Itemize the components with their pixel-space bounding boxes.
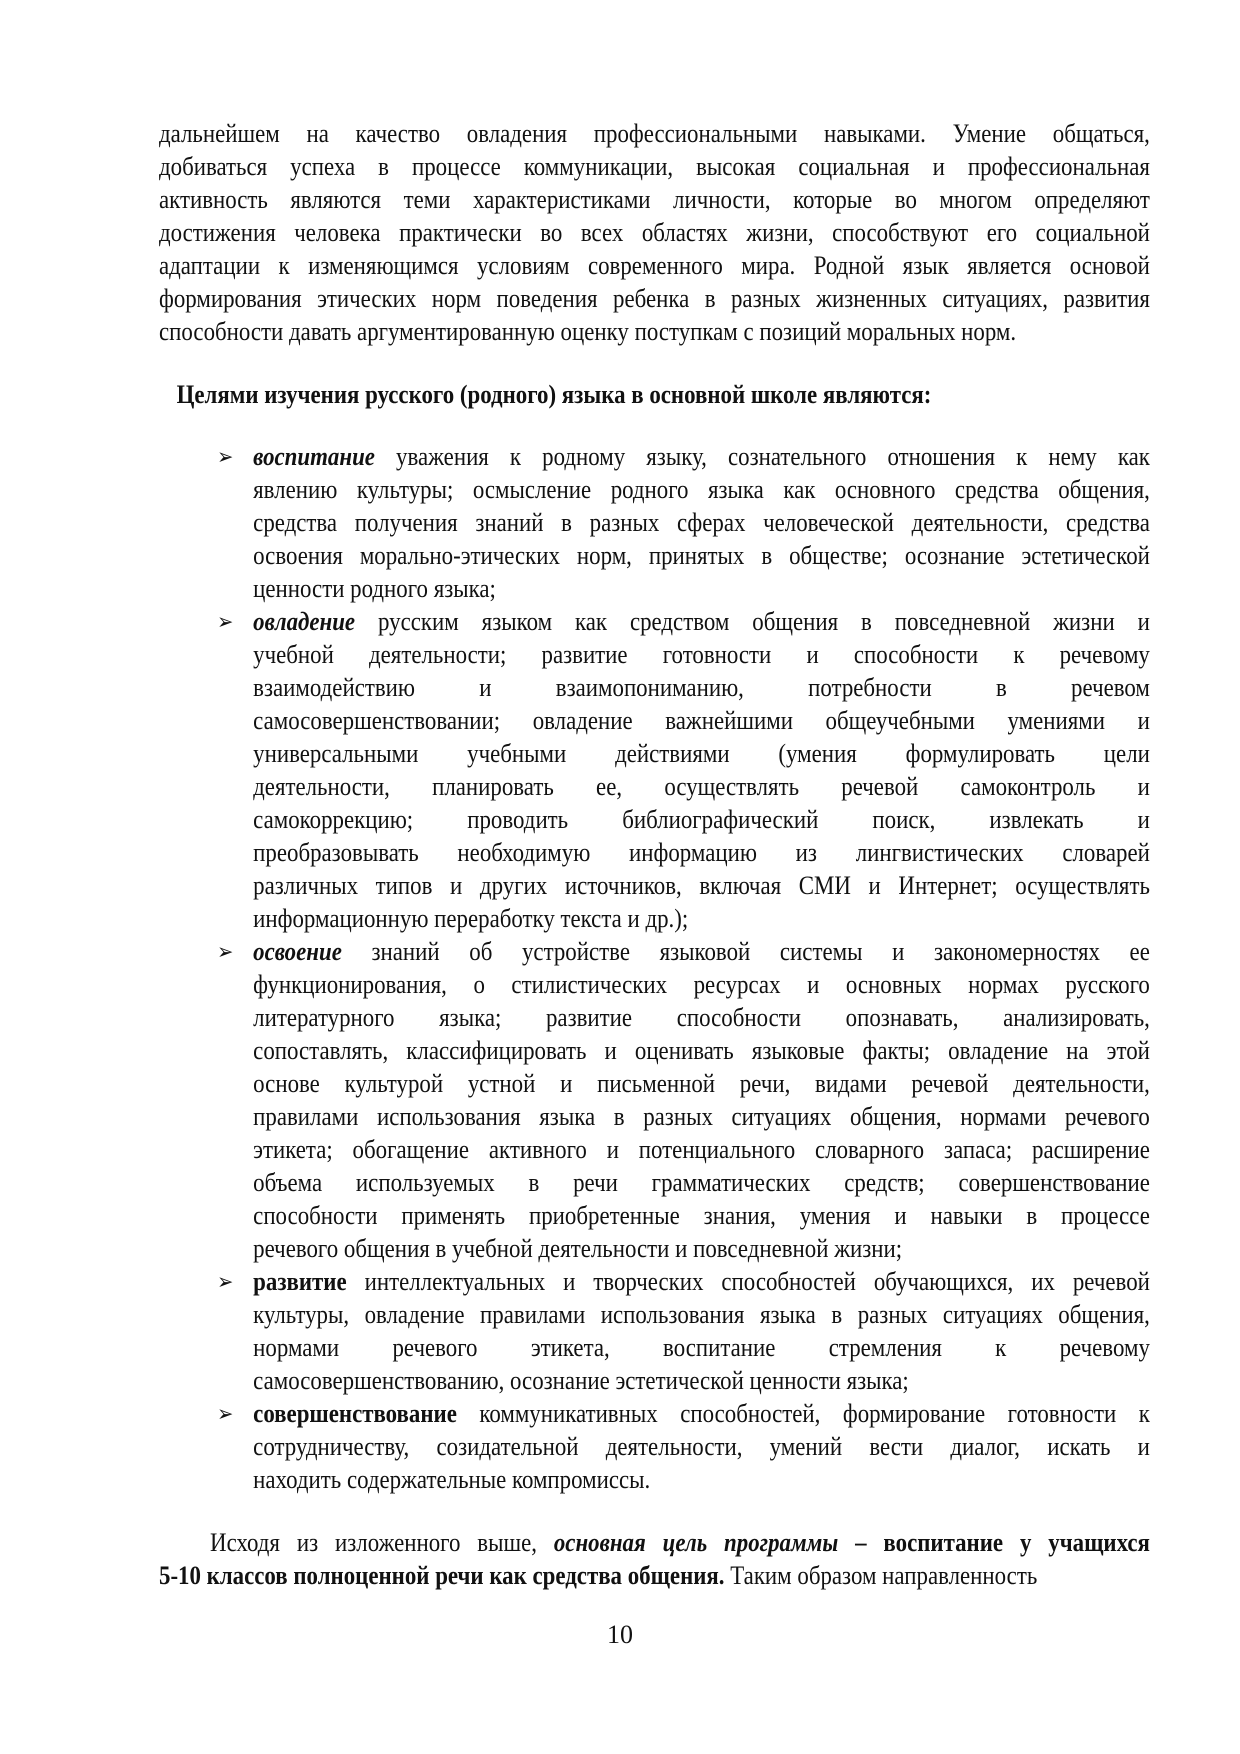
goal-list-item xyxy=(159,1397,1150,1496)
text-line: ➢ развитие интеллектуальных и творческих способностей обучающихся, их речевой xyxy=(217,1267,1150,1296)
text-line xyxy=(253,737,1150,770)
text-run: различных типов и других источников, включая СМИ и Интернет; осуществлять xyxy=(253,871,1150,900)
text-run: явлению культуры; осмысление родного языка как основного средства общения, xyxy=(253,475,1150,504)
text-run: преобразовывать необходимую информацию из лингвистических словарей xyxy=(253,838,1150,867)
text-run: универсальными учебными действиями (умения формулировать цели xyxy=(253,739,1150,768)
goals-list xyxy=(159,440,1150,1496)
text-line: ➢ совершенствование коммуникативных способностей, формирование готовности к xyxy=(217,1399,1150,1428)
text-line xyxy=(253,1298,1150,1331)
text-run: сотрудничеству, созидательной деятельности, умений вести диалог, искать и xyxy=(253,1432,1150,1461)
text-line xyxy=(159,1559,1150,1592)
emphasized-text: – воспитание у учащихся xyxy=(838,1528,1150,1557)
text-line: ➢ освоение знаний об устройстве языковой системы и закономерностях ее xyxy=(217,937,1150,966)
text-run: коммуникативных способностей, формирование готовности к xyxy=(456,1399,1150,1428)
text-run: русским языком как средством общения в повседневной жизни и xyxy=(355,607,1150,636)
text-run: этикета; обогащение активного и потенциального словарного запаса; расширение xyxy=(253,1135,1150,1164)
emphasized-text: освоение xyxy=(253,937,342,966)
text-run: Исходя из изложенного выше, xyxy=(210,1528,554,1557)
text-run: культуры, овладение правилами использования языка в разных ситуациях общения, xyxy=(253,1300,1150,1329)
text-run: правилами использования языка в разных ситуациях общения, нормами речевого xyxy=(253,1102,1150,1131)
text-line xyxy=(159,315,1150,348)
intro-paragraph xyxy=(159,117,1150,348)
emphasized-text: овладение xyxy=(253,607,356,636)
text-line xyxy=(253,638,1150,671)
text-line xyxy=(159,282,1150,315)
text-run: формирования этических норм поведения ребенка в разных жизненных ситуациях, развития xyxy=(159,284,1150,313)
text-run: деятельности, планировать ее, осуществлять речевой самоконтроль и xyxy=(253,772,1150,801)
text-line xyxy=(253,671,1150,704)
text-line xyxy=(253,1430,1150,1463)
text-line xyxy=(253,836,1150,869)
text-run: ценности родного языка; xyxy=(253,574,496,603)
text-run: способности применять приобретенные знания, умения и навыки в процессе xyxy=(253,1201,1150,1230)
text-line xyxy=(253,1166,1150,1199)
text-line xyxy=(159,1526,1150,1559)
text-line xyxy=(159,150,1150,183)
text-line xyxy=(253,1100,1150,1133)
text-run: освоения морально-этических норм, принятых в обществе; осознание эстетической xyxy=(253,541,1150,570)
conclusion-paragraph xyxy=(159,1526,1150,1592)
text-line xyxy=(253,770,1150,803)
emphasized-text: развитие xyxy=(253,1267,347,1296)
goal-list-item xyxy=(159,935,1150,1265)
text-line xyxy=(253,1199,1150,1232)
text-run: уважения к родному языку, сознательного отношения к нему как xyxy=(374,442,1150,471)
text-line xyxy=(253,902,1150,935)
text-run: активность являются теми характеристиками личности, которые во многом определяют xyxy=(159,185,1150,214)
text-run: речевого общения в учебной деятельности и повседневной жизни; xyxy=(253,1234,903,1263)
document-body xyxy=(159,117,1150,1592)
page-number: 10 xyxy=(607,1620,633,1649)
text-line: ➢ овладение русским языком как средством общения в повседневной жизни и xyxy=(217,607,1150,636)
text-line xyxy=(253,572,1150,605)
text-line xyxy=(253,539,1150,572)
emphasized-text: воспитание xyxy=(253,442,375,471)
emphasized-text: 5-10 классов полноценной речи как средства общения. xyxy=(159,1561,725,1590)
text-line xyxy=(253,1133,1150,1166)
text-line xyxy=(253,1034,1150,1067)
text-run: интеллектуальных и творческих способностей обучающихся, их речевой xyxy=(346,1267,1150,1296)
text-line xyxy=(253,1331,1150,1364)
text-line xyxy=(253,1232,1150,1265)
emphasized-text: совершенствование xyxy=(253,1399,457,1428)
text-line xyxy=(159,216,1150,249)
text-run: основе культурой устной и письменной речи, видами речевой деятельности, xyxy=(253,1069,1150,1098)
text-run: адаптации к изменяющимся условиям современного мира. Родной язык является основой xyxy=(159,251,1150,280)
text-run: нормами речевого этикета, воспитание стремления к речевому xyxy=(253,1333,1150,1362)
text-run: находить содержательные компромиссы. xyxy=(253,1465,651,1494)
text-run: функционирования, о стилистических ресурсах и основных нормах русского xyxy=(253,970,1150,999)
emphasized-text: основная цель программы xyxy=(553,1528,839,1557)
text-run: взаимодействию и взаимопониманию, потребности в речевом xyxy=(253,673,1150,702)
text-run: объема используемых в речи грамматических средств; совершенствование xyxy=(253,1168,1150,1197)
text-line xyxy=(253,473,1150,506)
goal-list-item xyxy=(159,440,1150,605)
text-run: способности давать аргументированную оценку поступкам с позиций моральных норм. xyxy=(159,317,1017,346)
text-run: самосовершенствованию, осознание эстетической ценности языка; xyxy=(253,1366,909,1395)
text-run: самосовершенствовании; овладение важнейшими общеучебными умениями и xyxy=(253,706,1150,735)
text-run: самокоррекцию; проводить библиографический поиск, извлекать и xyxy=(253,805,1150,834)
text-run: Таким образом направленность xyxy=(724,1561,1038,1590)
text-run: добиваться успеха в процессе коммуникации, высокая социальная и профессиональная xyxy=(159,152,1150,181)
text-line xyxy=(253,869,1150,902)
section-heading: Целями изучения русского (родного) языка в основной школе являются: xyxy=(176,380,932,409)
text-run: средства получения знаний в разных сферах человеческой деятельности, средства xyxy=(253,508,1150,537)
text-run: учебной деятельности; развитие готовности и способности к речевому xyxy=(253,640,1150,669)
text-line xyxy=(253,803,1150,836)
text-run: информационную переработку текста и др.); xyxy=(253,904,689,933)
goal-list-item xyxy=(159,605,1150,935)
text-line xyxy=(159,249,1150,282)
text-line xyxy=(159,183,1150,216)
text-run: литературного языка; развитие способности опознавать, анализировать, xyxy=(253,1003,1150,1032)
text-run: сопоставлять, классифицировать и оценивать языковые факты; овладение на этой xyxy=(253,1036,1150,1065)
text-line xyxy=(253,1463,1150,1496)
text-line xyxy=(253,1001,1150,1034)
text-run: дальнейшем на качество овладения профессиональными навыками. Умение общаться, xyxy=(159,119,1150,148)
text-line xyxy=(253,506,1150,539)
text-line xyxy=(253,968,1150,1001)
text-run: знаний об устройстве языковой системы и закономерностях ее xyxy=(341,937,1150,966)
text-line xyxy=(253,704,1150,737)
text-run: достижения человека практически во всех областях жизни, способствуют его социальной xyxy=(159,218,1150,247)
text-line xyxy=(159,117,1150,150)
goal-list-item xyxy=(159,1265,1150,1397)
text-line: ➢ воспитание уважения к родному языку, сознательного отношения к нему как xyxy=(217,442,1150,471)
text-line xyxy=(253,1067,1150,1100)
text-line xyxy=(253,1364,1150,1397)
